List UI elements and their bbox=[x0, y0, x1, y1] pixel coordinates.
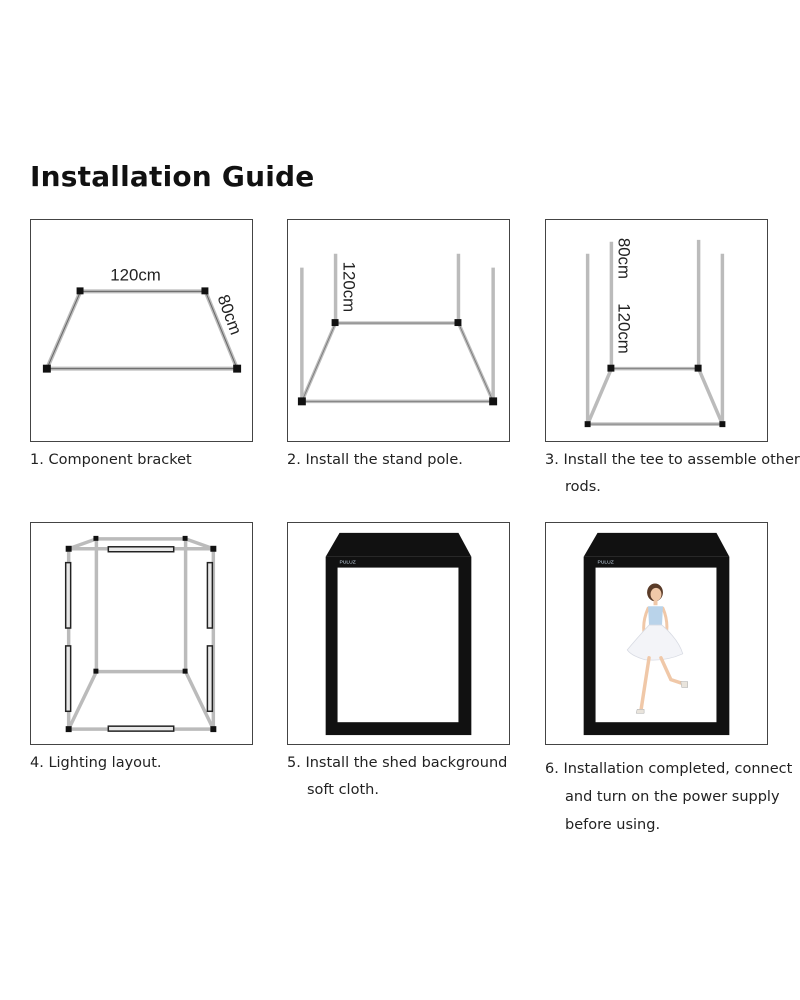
lighting-layout-diagram bbox=[31, 523, 252, 744]
stand-pole-diagram bbox=[288, 220, 509, 441]
step-3-illustration bbox=[545, 219, 768, 442]
step-4-caption bbox=[30, 750, 275, 777]
bracket-frame-diagram bbox=[31, 220, 252, 441]
caption-line: 5. Install the shed background bbox=[287, 755, 508, 771]
step-2-illustration bbox=[287, 219, 510, 442]
step-5-illustration bbox=[287, 522, 510, 745]
top-height-dimension-label: 80cm bbox=[614, 237, 634, 279]
caption-line: before using. bbox=[565, 817, 661, 833]
width-dimension-label: 120cm bbox=[110, 265, 161, 285]
caption-line: rods. bbox=[565, 479, 601, 495]
step-1-illustration bbox=[30, 219, 253, 442]
caption-line: 3. Install the tee to assemble other bbox=[545, 452, 800, 468]
top-light-strip bbox=[108, 547, 173, 552]
caption-line: 4. Lighting layout. bbox=[30, 755, 162, 771]
right-lower-light-strip bbox=[207, 646, 212, 711]
step-4-illustration bbox=[30, 522, 253, 745]
softbox-empty-diagram bbox=[288, 523, 509, 744]
pole-height-dimension-label: 120cm bbox=[614, 303, 634, 354]
page-title: Installation Guide bbox=[30, 160, 315, 193]
step-2-caption bbox=[287, 447, 532, 474]
brand-logo-text: PULUZ bbox=[597, 560, 614, 566]
height-dimension-label: 120cm bbox=[339, 261, 359, 313]
left-upper-light-strip bbox=[66, 563, 71, 628]
step-1-caption bbox=[30, 447, 275, 474]
step-6-illustration bbox=[545, 522, 768, 745]
caption-line: 1. Component bracket bbox=[30, 452, 192, 468]
caption-line: and turn on the power supply bbox=[565, 789, 780, 805]
step-6-caption bbox=[545, 755, 800, 839]
step-3-caption bbox=[545, 447, 800, 501]
softbox-complete-diagram bbox=[546, 523, 767, 744]
tee-assembly-diagram bbox=[546, 220, 767, 441]
caption-line: 6. Installation completed, connect bbox=[545, 761, 793, 777]
step-5-caption bbox=[287, 750, 532, 804]
caption-line: soft cloth. bbox=[307, 782, 379, 798]
left-lower-light-strip bbox=[66, 646, 71, 711]
brand-logo-text: PULUZ bbox=[339, 560, 356, 566]
caption-line: 2. Install the stand pole. bbox=[287, 452, 463, 468]
right-upper-light-strip bbox=[207, 563, 212, 628]
depth-dimension-label: 80cm bbox=[213, 292, 246, 338]
bottom-light-strip bbox=[108, 726, 173, 731]
